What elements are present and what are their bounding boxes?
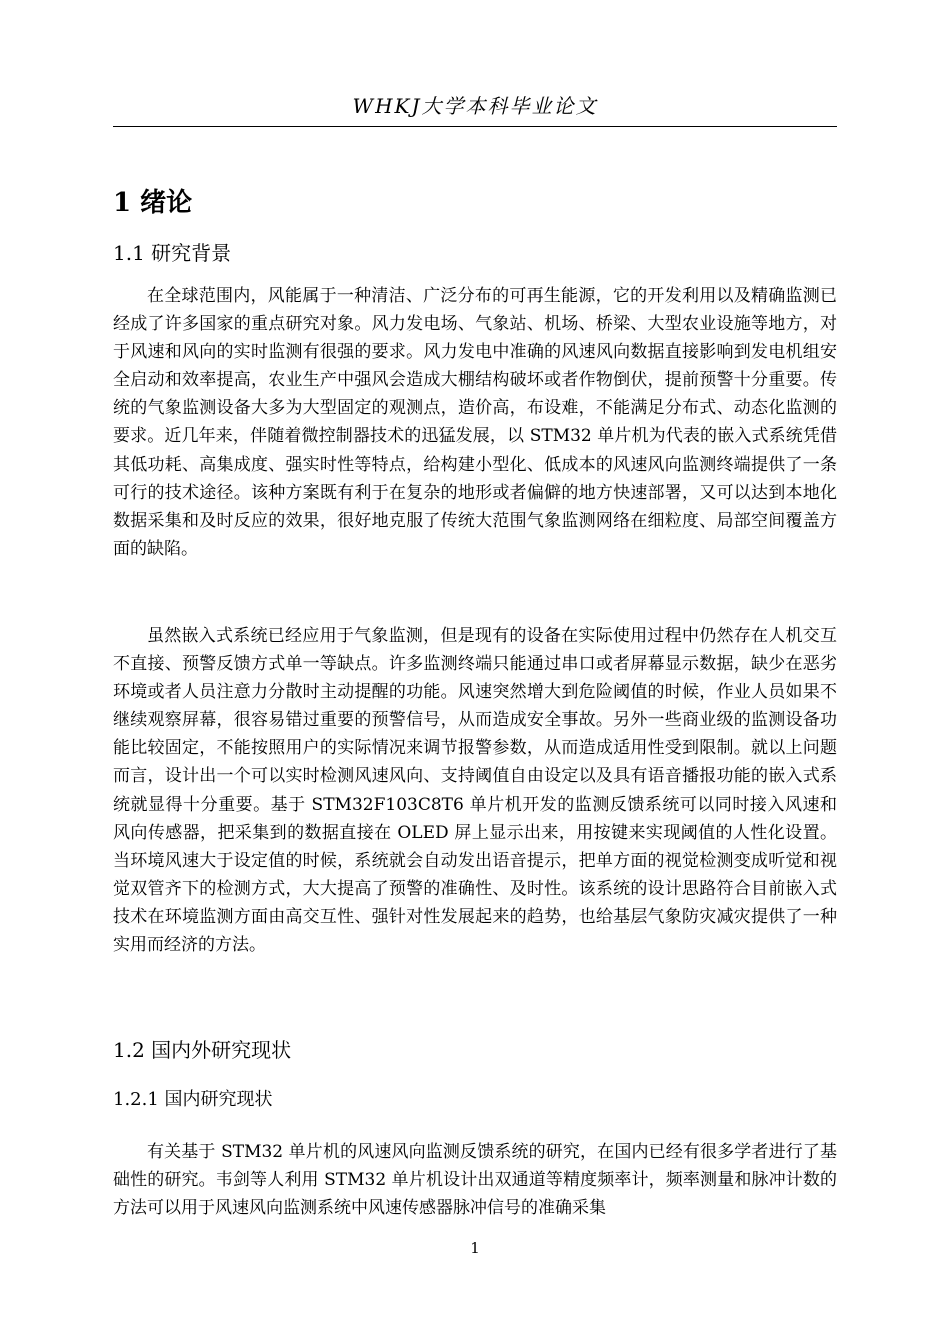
paragraph-research-background-2: 虽然嵌入式系统已经应用于气象监测，但是现有的设备在实际使用过程中仍然存在人机交互不直接、预警反馈方式单一等缺点。许多监测终端只能通过串口或者屏幕显示数据，缺少在恶劣环境或者人员注意力分散时主动提醒的功能。风速突然增大到危险阈值的时候，作业人员如果不继续观察屏幕，很容易错过重要的预警信号，从而造成安全事故。另外一些商业级的监测设备功能比较固定，不能按照用户的实际情况来调节报警参数，从而造成适用性受到限制。就以上问题而言，设计出一个可以实时检测风速风向、支持阈值自由设定以及具有语音播报功能的嵌入式系统就显得十分重要。基于 STM32F103C8T6 单片机开发的监测反馈系统可以同时接入风速和风向传感器，把采集到的数据直接在 OLED 屏上显示出来，用按键来实现阈值的人性化设置。当环境风速大于设定值的时候，系统就会自动发出语音提示，把单方面的视觉检测变成听觉和视觉双管齐下的检测方式，大大提高了预警的准确性、及时性。该系统的设计思路符合目前嵌入式技术在环境监测方面由高交互性、强针对性发展起来的趋势，也给基层气象防灾减灾提供了一种实用而经济的方法。 xyxy=(113,626,837,956)
section-heading-1-2-1: 1.2.1 国内研究现状 xyxy=(113,1089,273,1110)
section-heading-1-1: 1.1 研究背景 xyxy=(113,241,232,265)
paragraph-domestic-research: 有关基于 STM32 单片机的风速风向监测反馈系统的研究，在国内已经有很多学者进行了基础性的研究。韦剑等人利用 STM32 单片机设计出双通道等精度频率计，频率测量和脉冲计数的方法可以用于风速风向监测系统中风速传感器脉冲信号的准确采集 xyxy=(113,1142,837,1219)
header-divider xyxy=(113,126,837,127)
page-number: 1 xyxy=(470,1239,480,1257)
page-header-title: WHKJ大学本科毕业论文 xyxy=(352,94,598,118)
paragraph-research-background-1: 在全球范围内，风能属于一种清洁、广泛分布的可再生能源，它的开发利用以及精确监测已经成了许多国家的重点研究对象。风力发电场、气象站、机场、桥梁、大型农业设施等地方，对于风速和风向的实时监测有很强的要求。风力发电中准确的风速风向数据直接影响到发电机组安全启动和效率提高，农业生产中强风会造成大棚结构破坏或者作物倒伏，提前预警十分重要。传统的气象监测设备大多为大型固定的观测点，造价高，布设难，不能满足分布式、动态化监测的要求。近几年来，伴随着微控制器技术的迅猛发展，以 STM32 单片机为代表的嵌入式系统凭借其低功耗、高集成度、强实时性等特点，给构建小型化、低成本的风速风向监测终端提供了一条可行的技术途径。该种方案既有利于在复杂的地形或者偏僻的地方快速部署，又可以达到本地化数据采集和及时反应的效果，很好地克服了传统大范围气象监测网络在细粒度、局部空间覆盖方面的缺陷。 xyxy=(113,286,837,559)
section-heading-1-2: 1.2 国内外研究现状 xyxy=(113,1038,292,1062)
chapter-heading: 1 绪论 xyxy=(113,188,193,218)
